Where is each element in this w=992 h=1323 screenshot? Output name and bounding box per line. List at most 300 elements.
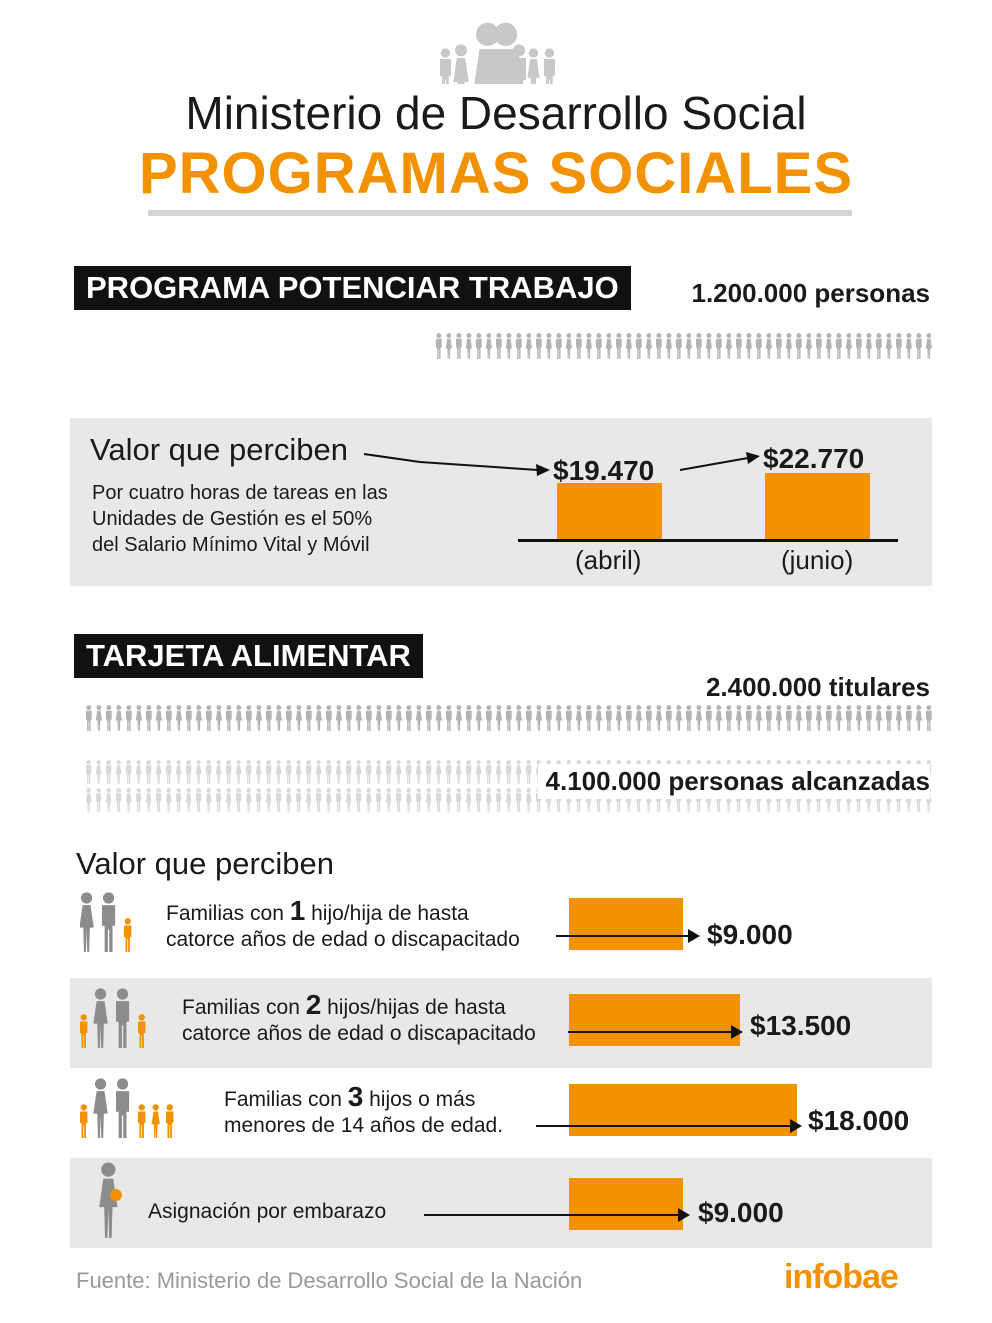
person-icon xyxy=(196,788,201,812)
person-icon xyxy=(226,705,232,731)
person-icon xyxy=(106,705,112,731)
person-icon xyxy=(896,705,902,731)
person-icon xyxy=(466,760,471,784)
person-icon xyxy=(276,705,282,731)
person-icon xyxy=(246,705,252,731)
person-icon xyxy=(266,788,272,812)
person-icon xyxy=(436,333,442,359)
title-divider xyxy=(148,210,852,216)
row-text-num: 2 xyxy=(305,989,322,1020)
person-icon xyxy=(596,705,602,731)
person-icon xyxy=(576,705,582,731)
person-icon xyxy=(356,760,362,784)
infobae-logo: infobae xyxy=(784,1258,898,1296)
person-icon xyxy=(186,705,192,731)
person-icon xyxy=(356,788,361,812)
person-icon xyxy=(296,788,301,812)
person-icon xyxy=(476,705,482,731)
person-icon xyxy=(786,705,792,731)
person-icon xyxy=(846,333,852,359)
person-icon xyxy=(266,705,272,731)
desc-line: Por cuatro horas de tareas en las xyxy=(92,482,388,504)
row-text-num: 3 xyxy=(347,1081,364,1112)
row-text-num: 1 xyxy=(289,895,306,926)
person-icon xyxy=(676,705,682,731)
person-icon xyxy=(286,788,292,812)
person-icon xyxy=(176,788,181,812)
person-icon xyxy=(616,705,622,731)
person-icon xyxy=(116,1078,129,1138)
person-icon xyxy=(686,333,692,359)
person-icon xyxy=(446,333,452,359)
person-icon xyxy=(456,788,461,812)
person-icon xyxy=(926,705,932,731)
person-icon xyxy=(166,788,172,812)
person-icon xyxy=(206,760,211,784)
page-subtitle: Ministerio de Desarrollo Social xyxy=(185,87,807,139)
person-icon xyxy=(636,333,642,359)
person-icon xyxy=(506,760,511,784)
potenciar-amount-abril: $19.470 xyxy=(553,455,655,486)
person-icon xyxy=(116,760,122,784)
person-icon xyxy=(246,788,252,812)
person-icon xyxy=(256,788,261,812)
person-icon xyxy=(646,333,652,359)
person-icon xyxy=(766,705,772,731)
person-icon xyxy=(746,705,752,731)
person-icon xyxy=(906,333,912,359)
person-icon xyxy=(776,333,782,359)
person-icon xyxy=(236,788,241,812)
person-icon xyxy=(256,760,262,784)
person-icon xyxy=(246,760,251,784)
person-icon xyxy=(453,44,468,84)
baby-icon xyxy=(110,1189,122,1201)
person-icon xyxy=(446,788,452,812)
person-icon xyxy=(566,705,572,731)
person-icon xyxy=(376,705,382,731)
person-icon xyxy=(656,705,662,731)
person-icon xyxy=(96,788,101,812)
family-header-icon xyxy=(440,22,570,89)
person-icon xyxy=(206,788,212,812)
person-icon xyxy=(486,788,492,812)
person-icon xyxy=(326,760,331,784)
people-row-titulares xyxy=(86,702,936,734)
family-1-child-icon xyxy=(80,892,154,961)
person-icon xyxy=(226,788,232,812)
person-icon xyxy=(126,760,131,784)
person-icon xyxy=(156,705,162,731)
row-1-arrow-line xyxy=(556,935,690,937)
person-icon xyxy=(726,333,732,359)
row-text-post: hijo/hija de hasta xyxy=(305,902,469,925)
person-icon xyxy=(896,333,902,359)
person-icon xyxy=(306,760,311,784)
person-icon xyxy=(86,760,91,784)
person-icon xyxy=(466,705,472,731)
person-icon xyxy=(336,760,342,784)
person-icon xyxy=(736,333,742,359)
potenciar-count: 1.200.000 personas xyxy=(691,278,930,308)
family-3-children-icon xyxy=(80,1078,214,1147)
person-icon xyxy=(506,333,512,359)
person-icon xyxy=(736,705,742,731)
person-icon xyxy=(286,760,291,784)
potenciar-month-junio: (junio) xyxy=(781,545,854,575)
person-icon xyxy=(426,788,432,812)
person-icon xyxy=(396,760,402,784)
row-text-post: hijos o más xyxy=(363,1088,476,1111)
person-icon xyxy=(106,760,111,784)
person-icon xyxy=(476,333,482,359)
section-label-tarjeta: TARJETA ALIMENTAR xyxy=(74,634,423,678)
person-icon xyxy=(346,705,352,731)
page-title: PROGRAMAS SOCIALES xyxy=(138,141,854,206)
person-icon xyxy=(606,705,612,731)
person-icon xyxy=(476,788,481,812)
potenciar-month-abril: (abril) xyxy=(575,545,642,575)
person-icon xyxy=(786,333,792,359)
person-icon xyxy=(436,788,441,812)
child-icon xyxy=(152,1104,160,1138)
people-row-potenciar xyxy=(436,330,936,362)
person-icon xyxy=(106,788,112,812)
person-icon xyxy=(346,760,351,784)
person-icon xyxy=(866,333,872,359)
person-icon xyxy=(426,705,432,731)
person-icon xyxy=(386,705,392,731)
person-icon xyxy=(102,892,115,952)
row-1-arrow-head xyxy=(688,929,700,943)
child-icon xyxy=(80,1104,87,1138)
person-icon xyxy=(226,760,231,784)
row-text-line2: catorce años de edad o discapacitado xyxy=(182,1022,536,1045)
row-text-pre: Familias con xyxy=(224,1088,348,1111)
person-icon xyxy=(196,760,202,784)
person-icon xyxy=(536,705,542,731)
child-icon xyxy=(166,1104,173,1138)
person-icon xyxy=(836,705,842,731)
person-icon xyxy=(306,705,312,731)
person-icon xyxy=(527,48,539,84)
person-icon xyxy=(666,333,672,359)
person-icon xyxy=(616,333,622,359)
person-icon xyxy=(286,705,292,731)
pregnant-woman-icon xyxy=(96,1162,130,1243)
person-icon xyxy=(93,1078,107,1138)
person-icon xyxy=(816,333,822,359)
row-text-post: hijos/hijas de hasta xyxy=(321,996,506,1019)
person-icon xyxy=(636,705,642,731)
person-icon xyxy=(526,705,532,731)
person-icon xyxy=(496,760,502,784)
person-icon xyxy=(496,788,501,812)
person-icon xyxy=(506,705,512,731)
person-icon xyxy=(546,333,552,359)
person-icon xyxy=(566,333,572,359)
person-icon xyxy=(506,788,512,812)
potenciar-valor-description xyxy=(92,480,452,558)
potenciar-bar-junio xyxy=(765,473,870,539)
person-icon xyxy=(316,760,322,784)
row-2-arrow-head xyxy=(731,1025,743,1039)
person-icon xyxy=(136,760,142,784)
person-icon xyxy=(296,705,302,731)
person-icon xyxy=(526,788,532,812)
potenciar-amount-junio: $22.770 xyxy=(763,443,865,474)
person-icon xyxy=(396,788,401,812)
person-icon xyxy=(86,705,92,731)
person-icon xyxy=(686,705,692,731)
person-icon xyxy=(766,333,772,359)
person-icon xyxy=(816,705,822,731)
person-icon xyxy=(726,705,732,731)
person-icon xyxy=(516,705,522,731)
person-icon xyxy=(406,788,412,812)
person-icon xyxy=(486,333,492,359)
person-icon xyxy=(276,788,281,812)
family-2-children-icon xyxy=(80,988,174,1057)
person-icon xyxy=(886,705,892,731)
person-icon xyxy=(146,760,151,784)
person-icon xyxy=(516,333,522,359)
tarjeta-row-2-text xyxy=(182,989,536,1047)
person-icon xyxy=(706,705,712,731)
person-icon xyxy=(406,760,411,784)
person-icon xyxy=(336,705,342,731)
person-icon xyxy=(386,760,391,784)
person-icon xyxy=(93,988,107,1048)
person-icon xyxy=(366,788,372,812)
person-icon xyxy=(826,705,832,731)
person-icon xyxy=(196,705,202,731)
tarjeta-amount-4: $9.000 xyxy=(698,1197,784,1228)
person-icon xyxy=(136,705,142,731)
person-icon xyxy=(166,705,172,731)
person-icon xyxy=(876,333,882,359)
person-icon xyxy=(116,988,129,1048)
person-icon xyxy=(486,760,491,784)
person-icon xyxy=(586,333,592,359)
person-icon xyxy=(126,705,132,731)
row-text-line2: menores de 14 años de edad. xyxy=(224,1114,504,1137)
person-icon xyxy=(606,333,612,359)
potenciar-baseline xyxy=(518,539,898,542)
tarjeta-bar-4 xyxy=(569,1178,683,1230)
person-icon xyxy=(80,892,94,952)
person-icon xyxy=(276,760,282,784)
section-label-potenciar: PROGRAMA POTENCIAR TRABAJO xyxy=(74,266,631,310)
tarjeta-alcanzadas-count: 4.100.000 personas alcanzadas xyxy=(538,764,930,799)
person-icon xyxy=(526,333,532,359)
person-icon xyxy=(236,760,242,784)
person-icon xyxy=(256,705,262,731)
person-icon xyxy=(426,760,431,784)
person-icon xyxy=(466,333,472,359)
tarjeta-amount-1: $9.000 xyxy=(707,919,793,950)
person-icon xyxy=(316,788,321,812)
person-icon xyxy=(376,788,381,812)
tarjeta-amount-2: $13.500 xyxy=(750,1010,852,1041)
person-icon xyxy=(336,788,341,812)
person-icon xyxy=(166,760,171,784)
tarjeta-bar-3 xyxy=(569,1084,797,1136)
person-icon xyxy=(646,705,652,731)
person-icon xyxy=(526,760,531,784)
person-icon xyxy=(706,333,712,359)
row-2-arrow-line xyxy=(568,1031,732,1033)
person-icon xyxy=(146,788,152,812)
person-icon xyxy=(696,705,702,731)
tarjeta-valor-heading: Valor que perciben xyxy=(76,846,334,881)
person-icon xyxy=(456,333,462,359)
person-icon xyxy=(916,705,922,731)
person-icon xyxy=(440,48,451,84)
desc-line: Unidades de Gestión es el 50% xyxy=(92,508,373,530)
person-icon xyxy=(96,760,102,784)
person-icon xyxy=(836,333,842,359)
person-icon xyxy=(886,333,892,359)
person-icon xyxy=(216,788,221,812)
row-3-arrow-head xyxy=(790,1119,802,1133)
person-icon xyxy=(586,705,592,731)
row-3-arrow-line xyxy=(536,1125,792,1127)
person-icon xyxy=(544,48,555,84)
person-icon xyxy=(186,760,191,784)
tarjeta-bar-2 xyxy=(569,994,740,1046)
row-text-pre: Familias con xyxy=(182,996,306,1019)
person-icon xyxy=(516,760,522,784)
potenciar-bar-abril xyxy=(557,483,662,539)
person-icon xyxy=(496,705,502,731)
person-icon xyxy=(516,788,521,812)
person-icon xyxy=(476,760,482,784)
person-icon xyxy=(266,760,271,784)
person-icon xyxy=(356,705,362,731)
person-icon xyxy=(436,760,442,784)
person-icon xyxy=(96,705,102,731)
tarjeta-row-3-text xyxy=(224,1081,504,1139)
person-icon xyxy=(576,333,582,359)
person-icon xyxy=(366,760,371,784)
person-icon xyxy=(556,705,562,731)
person-icon xyxy=(776,705,782,731)
person-icon xyxy=(716,705,722,731)
person-icon xyxy=(466,788,472,812)
person-icon xyxy=(326,788,332,812)
person-icon xyxy=(176,760,182,784)
person-icon xyxy=(856,705,862,731)
person-icon xyxy=(206,705,212,731)
person-icon xyxy=(512,44,526,84)
person-icon xyxy=(366,705,372,731)
tarjeta-row-1-text xyxy=(166,895,520,953)
person-icon xyxy=(806,333,812,359)
person-icon xyxy=(326,705,332,731)
person-icon xyxy=(876,705,882,731)
person-icon xyxy=(796,333,802,359)
person-icon xyxy=(866,705,872,731)
row-text-pre: Familias con xyxy=(166,902,290,925)
person-icon xyxy=(406,705,412,731)
person-icon xyxy=(756,705,762,731)
person-icon xyxy=(556,333,562,359)
person-icon xyxy=(146,705,152,731)
person-icon xyxy=(926,333,932,359)
person-icon xyxy=(666,705,672,731)
person-icon xyxy=(456,760,462,784)
child-icon xyxy=(138,1104,145,1138)
tarjeta-bar-1 xyxy=(569,898,683,950)
person-icon xyxy=(486,705,492,731)
person-icon xyxy=(436,705,442,731)
potenciar-valor-heading: Valor que perciben xyxy=(90,432,348,467)
person-icon xyxy=(696,333,702,359)
person-icon xyxy=(796,705,802,731)
person-icon xyxy=(856,333,862,359)
person-icon xyxy=(376,760,382,784)
child-icon xyxy=(124,918,131,952)
person-icon xyxy=(456,705,462,731)
person-icon xyxy=(746,333,752,359)
source-note: Fuente: Ministerio de Desarrollo Social de la Nación xyxy=(76,1268,583,1293)
person-icon xyxy=(186,788,192,812)
tarjeta-amount-3: $18.000 xyxy=(808,1105,910,1136)
person-icon xyxy=(216,705,222,731)
person-icon xyxy=(396,705,402,731)
person-icon xyxy=(546,705,552,731)
person-icon xyxy=(716,333,722,359)
person-icon xyxy=(916,333,922,359)
person-icon xyxy=(596,333,602,359)
person-icon xyxy=(306,788,312,812)
row-text-line2: catorce años de edad o discapacitado xyxy=(166,928,520,951)
row-4-arrow-head xyxy=(678,1208,690,1222)
person-icon xyxy=(416,788,421,812)
child-icon xyxy=(80,1014,87,1048)
person-icon xyxy=(626,705,632,731)
person-icon xyxy=(416,760,422,784)
person-icon xyxy=(826,333,832,359)
person-icon xyxy=(346,788,352,812)
row-4-arrow-line xyxy=(424,1214,680,1216)
person-icon xyxy=(116,705,122,731)
person-icon xyxy=(846,705,852,731)
person-icon xyxy=(906,705,912,731)
person-icon xyxy=(676,333,682,359)
person-icon xyxy=(446,705,452,731)
person-icon xyxy=(126,788,132,812)
person-icon xyxy=(756,333,762,359)
person-icon xyxy=(136,788,141,812)
person-icon xyxy=(416,705,422,731)
person-icon xyxy=(316,705,322,731)
person-icon xyxy=(176,705,182,731)
person-icon xyxy=(536,333,542,359)
person-icon xyxy=(446,760,451,784)
person-icon xyxy=(656,333,662,359)
person-icon xyxy=(116,788,121,812)
person-icon xyxy=(156,788,161,812)
desc-line: del Salario Mínimo Vital y Móvil xyxy=(92,534,370,556)
person-icon xyxy=(386,788,392,812)
tarjeta-titulares-count: 2.400.000 titulares xyxy=(705,672,930,702)
person-icon xyxy=(86,788,92,812)
child-icon xyxy=(138,1014,145,1048)
person-icon xyxy=(296,760,302,784)
person-icon xyxy=(236,705,242,731)
